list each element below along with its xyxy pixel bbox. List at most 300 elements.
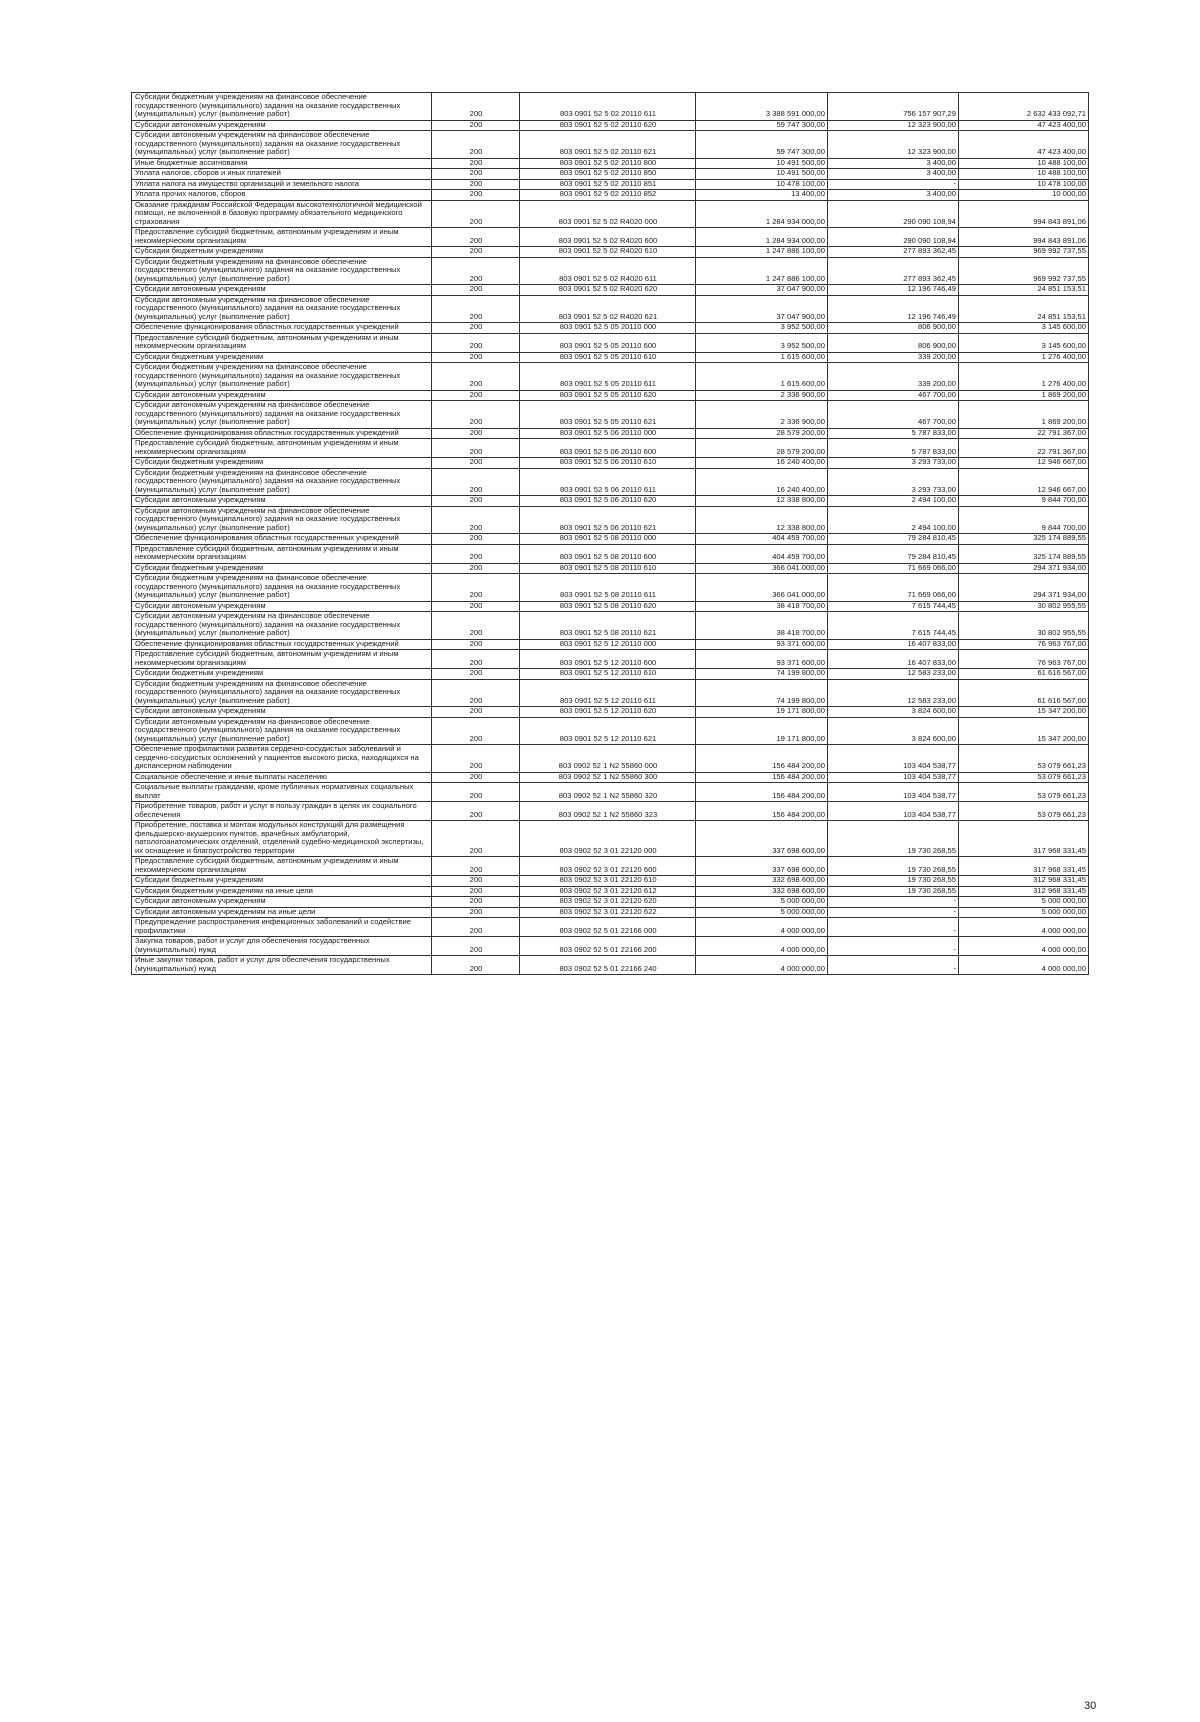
row-kbk-cell: 803 0902 52 1 N2 55860 320 (520, 783, 696, 802)
row-kbk-cell: 803 0901 52 5 06 20110 611 (520, 468, 696, 496)
row-plan-amount-cell: 4 000 000,00 (696, 956, 828, 975)
row-plan-amount-cell: 1 615 600,00 (696, 363, 828, 391)
table-row (132, 352, 1089, 363)
row-plan-amount-cell: 332 698 600,00 (696, 886, 828, 897)
row-name-cell: Предупреждение распространения инфекционных заболеваний и содействие профилактики (132, 918, 432, 937)
row-kbk-cell: 803 0901 52 5 05 20110 621 (520, 401, 696, 429)
table-row (132, 257, 1089, 285)
row-plan-amount-cell: 38 418 700,00 (696, 601, 828, 612)
row-plan-amount-cell: 10 491 500,00 (696, 169, 828, 180)
row-plan-amount-cell: 28 579 200,00 (696, 428, 828, 439)
row-plan-amount-cell: 156 484 200,00 (696, 772, 828, 783)
table-row (132, 907, 1089, 918)
table-row (132, 857, 1089, 876)
row-kbk-cell: 803 0901 52 5 05 20110 600 (520, 333, 696, 352)
row-executed-amount-cell: 339 200,00 (828, 363, 959, 391)
row-remaining-amount-cell: 969 992 737,55 (959, 247, 1089, 258)
row-name-cell: Иные бюджетные ассигнования (132, 158, 432, 169)
row-remaining-amount-cell: 53 079 661,23 (959, 783, 1089, 802)
row-executed-amount-cell: 5 787 833,00 (828, 428, 959, 439)
table-row (132, 679, 1089, 707)
table-row (132, 190, 1089, 201)
row-code-cell: 200 (432, 601, 520, 612)
table-row (132, 669, 1089, 680)
row-plan-amount-cell: 37 047 900,00 (696, 285, 828, 296)
row-executed-amount-cell: 3 400,00 (828, 169, 959, 180)
row-executed-amount-cell: 3 293 733,00 (828, 458, 959, 469)
row-name-cell: Субсидии автономным учреждениям на иные цели (132, 907, 432, 918)
row-plan-amount-cell: 16 240 400,00 (696, 468, 828, 496)
table-row (132, 918, 1089, 937)
table-row (132, 897, 1089, 908)
row-name-cell: Предоставление субсидий бюджетным, автономным учреждениям и иным некоммерческим организациям (132, 857, 432, 876)
row-plan-amount-cell: 19 171 800,00 (696, 717, 828, 745)
row-name-cell: Субсидии бюджетным учреждениям (132, 563, 432, 574)
row-executed-amount-cell: 277 893 362,45 (828, 247, 959, 258)
row-code-cell: 200 (432, 468, 520, 496)
row-plan-amount-cell: 156 484 200,00 (696, 802, 828, 821)
row-kbk-cell: 803 0901 52 5 06 20110 000 (520, 428, 696, 439)
row-executed-amount-cell: 103 404 538,77 (828, 783, 959, 802)
row-code-cell: 200 (432, 886, 520, 897)
row-code-cell: 200 (432, 323, 520, 334)
row-remaining-amount-cell: 47 423 400,00 (959, 131, 1089, 159)
row-code-cell: 200 (432, 496, 520, 507)
row-code-cell: 200 (432, 802, 520, 821)
row-plan-amount-cell: 337 698 600,00 (696, 857, 828, 876)
row-plan-amount-cell: 1 247 886 100,00 (696, 247, 828, 258)
row-name-cell: Субсидии бюджетным учреждениям (132, 876, 432, 887)
table-row (132, 439, 1089, 458)
table-row (132, 333, 1089, 352)
row-name-cell: Субсидии бюджетным учреждениям на иные цели (132, 886, 432, 897)
row-name-cell: Субсидии бюджетным учреждениям (132, 669, 432, 680)
row-plan-amount-cell: 1 615 600,00 (696, 352, 828, 363)
table-row (132, 169, 1089, 180)
row-code-cell: 200 (432, 228, 520, 247)
row-executed-amount-cell: 12 583 233,00 (828, 679, 959, 707)
row-kbk-cell: 803 0902 52 5 01 22166 000 (520, 918, 696, 937)
row-kbk-cell: 803 0901 52 5 02 R4020 610 (520, 247, 696, 258)
row-remaining-amount-cell: 12 946 667,00 (959, 468, 1089, 496)
row-plan-amount-cell: 59 747 300,00 (696, 131, 828, 159)
row-executed-amount-cell: 12 196 746,49 (828, 285, 959, 296)
row-code-cell: 200 (432, 639, 520, 650)
table-row (132, 574, 1089, 602)
row-name-cell: Субсидии автономным учреждениям (132, 496, 432, 507)
row-plan-amount-cell: 4 000 000,00 (696, 918, 828, 937)
table-row (132, 601, 1089, 612)
row-remaining-amount-cell: 12 946 667,00 (959, 458, 1089, 469)
row-plan-amount-cell: 37 047 900,00 (696, 295, 828, 323)
row-executed-amount-cell: 467 700,00 (828, 401, 959, 429)
row-code-cell: 200 (432, 428, 520, 439)
row-remaining-amount-cell: 30 802 955,55 (959, 612, 1089, 640)
row-kbk-cell: 803 0901 52 5 12 20110 000 (520, 639, 696, 650)
table-row (132, 390, 1089, 401)
row-kbk-cell: 803 0901 52 5 05 20110 611 (520, 363, 696, 391)
row-plan-amount-cell: 2 336 900,00 (696, 390, 828, 401)
row-remaining-amount-cell: 294 371 934,00 (959, 563, 1089, 574)
row-remaining-amount-cell: 30 802 955,55 (959, 601, 1089, 612)
row-remaining-amount-cell: 969 992 737,55 (959, 257, 1089, 285)
row-code-cell: 200 (432, 363, 520, 391)
row-plan-amount-cell: 28 579 200,00 (696, 439, 828, 458)
row-kbk-cell: 803 0901 52 5 06 20110 620 (520, 496, 696, 507)
row-executed-amount-cell: 467 700,00 (828, 390, 959, 401)
table-row (132, 496, 1089, 507)
row-executed-amount-cell: 19 730 268,55 (828, 876, 959, 887)
row-executed-amount-cell: 3 293 733,00 (828, 468, 959, 496)
table-row (132, 285, 1089, 296)
row-remaining-amount-cell: 61 616 567,00 (959, 669, 1089, 680)
row-kbk-cell: 803 0902 52 1 N2 55860 000 (520, 745, 696, 773)
row-remaining-amount-cell: 1 276 400,00 (959, 352, 1089, 363)
row-kbk-cell: 803 0901 52 5 06 20110 600 (520, 439, 696, 458)
row-name-cell: Субсидии автономным учреждениям (132, 120, 432, 131)
row-kbk-cell: 803 0901 52 5 06 20110 621 (520, 506, 696, 534)
row-plan-amount-cell: 337 698 600,00 (696, 821, 828, 857)
row-kbk-cell: 803 0901 52 5 02 20110 852 (520, 190, 696, 201)
row-name-cell: Иные закупки товаров, работ и услуг для обеспечения государственных (муниципальных) нужд (132, 956, 432, 975)
row-plan-amount-cell: 1 284 934 000,00 (696, 200, 828, 228)
row-executed-amount-cell: 79 284 810,45 (828, 534, 959, 545)
row-plan-amount-cell: 3 952 500,00 (696, 323, 828, 334)
row-remaining-amount-cell: 47 423 400,00 (959, 120, 1089, 131)
row-executed-amount-cell: 79 284 810,45 (828, 544, 959, 563)
row-kbk-cell: 803 0901 52 5 02 20110 800 (520, 158, 696, 169)
row-plan-amount-cell: 4 000 000,00 (696, 937, 828, 956)
row-remaining-amount-cell: 4 000 000,00 (959, 956, 1089, 975)
row-remaining-amount-cell: 5 000 000,00 (959, 897, 1089, 908)
row-code-cell: 200 (432, 821, 520, 857)
row-name-cell: Приобретение, поставка и монтаж модульных конструкций для размещения фельдшерско-акушерских пунктов, врачебных амбулаторий, патологоанатомических отделений, отделений судебно-медицинской экспертизы, их оснащение и благоустройство территории (132, 821, 432, 857)
row-executed-amount-cell: 71 669 066,00 (828, 574, 959, 602)
table-row (132, 363, 1089, 391)
budget-table-sheet (131, 92, 1088, 975)
row-kbk-cell: 803 0902 52 3 01 22120 600 (520, 857, 696, 876)
row-code-cell: 200 (432, 783, 520, 802)
row-remaining-amount-cell: 10 000,00 (959, 190, 1089, 201)
row-remaining-amount-cell: 9 844 700,00 (959, 496, 1089, 507)
row-remaining-amount-cell: 317 968 331,45 (959, 857, 1089, 876)
row-name-cell: Субсидии бюджетным учреждениям (132, 247, 432, 258)
row-name-cell: Предоставление субсидий бюджетным, автономным учреждениям и иным некоммерческим организациям (132, 544, 432, 563)
row-remaining-amount-cell: 1 869 200,00 (959, 390, 1089, 401)
row-plan-amount-cell: 74 199 800,00 (696, 669, 828, 680)
row-code-cell: 200 (432, 612, 520, 640)
row-name-cell: Субсидии автономным учреждениям (132, 897, 432, 908)
row-kbk-cell: 803 0901 52 5 12 20110 610 (520, 669, 696, 680)
row-plan-amount-cell: 59 747 300,00 (696, 120, 828, 131)
row-name-cell: Субсидии автономным учреждениям (132, 390, 432, 401)
table-row (132, 783, 1089, 802)
row-plan-amount-cell: 16 240 400,00 (696, 458, 828, 469)
row-plan-amount-cell: 10 478 100,00 (696, 179, 828, 190)
row-code-cell: 200 (432, 907, 520, 918)
table-row (132, 534, 1089, 545)
budget-table (131, 92, 1089, 975)
row-executed-amount-cell: 2 494 100,00 (828, 506, 959, 534)
row-kbk-cell: 803 0902 52 5 01 22166 200 (520, 937, 696, 956)
row-code-cell: 200 (432, 650, 520, 669)
row-name-cell: Субсидии автономным учреждениям (132, 707, 432, 718)
row-code-cell: 200 (432, 190, 520, 201)
row-code-cell: 200 (432, 158, 520, 169)
row-remaining-amount-cell: 1 276 400,00 (959, 363, 1089, 391)
row-executed-amount-cell: - (828, 179, 959, 190)
row-executed-amount-cell: - (828, 937, 959, 956)
row-remaining-amount-cell: 10 478 100,00 (959, 179, 1089, 190)
row-kbk-cell: 803 0902 52 3 01 22120 000 (520, 821, 696, 857)
table-row (132, 876, 1089, 887)
table-row (132, 745, 1089, 773)
row-executed-amount-cell: - (828, 897, 959, 908)
row-remaining-amount-cell: 15 347 200,00 (959, 717, 1089, 745)
row-code-cell: 200 (432, 897, 520, 908)
table-row (132, 612, 1089, 640)
row-code-cell: 200 (432, 679, 520, 707)
row-kbk-cell: 803 0901 52 5 02 20110 851 (520, 179, 696, 190)
row-kbk-cell: 803 0901 52 5 12 20110 621 (520, 717, 696, 745)
row-remaining-amount-cell: 61 616 567,00 (959, 679, 1089, 707)
row-remaining-amount-cell: 10 488 100,00 (959, 169, 1089, 180)
row-code-cell: 200 (432, 169, 520, 180)
table-row (132, 158, 1089, 169)
row-executed-amount-cell: 756 157 907,29 (828, 93, 959, 121)
row-remaining-amount-cell: 53 079 661,23 (959, 802, 1089, 821)
row-name-cell: Социальные выплаты гражданам, кроме публичных нормативных социальных выплат (132, 783, 432, 802)
row-name-cell: Социальное обеспечение и иные выплаты населению (132, 772, 432, 783)
row-name-cell: Субсидии бюджетным учреждениям на финансовое обеспечение государственного (муниципального) задания на оказание государственных (муниципальных) услуг (выполнение работ) (132, 363, 432, 391)
row-plan-amount-cell: 3 952 500,00 (696, 333, 828, 352)
row-remaining-amount-cell: 76 963 767,00 (959, 639, 1089, 650)
table-row (132, 131, 1089, 159)
row-remaining-amount-cell: 994 843 891,06 (959, 200, 1089, 228)
row-remaining-amount-cell: 3 145 600,00 (959, 323, 1089, 334)
row-code-cell: 200 (432, 544, 520, 563)
table-row (132, 458, 1089, 469)
row-code-cell: 200 (432, 93, 520, 121)
row-executed-amount-cell: 103 404 538,77 (828, 745, 959, 773)
row-plan-amount-cell: 93 371 600,00 (696, 650, 828, 669)
row-remaining-amount-cell: 22 791 367,00 (959, 439, 1089, 458)
row-executed-amount-cell: 3 400,00 (828, 190, 959, 201)
row-remaining-amount-cell: 994 843 891,06 (959, 228, 1089, 247)
row-name-cell: Субсидии бюджетным учреждениям (132, 352, 432, 363)
table-row (132, 120, 1089, 131)
row-plan-amount-cell: 12 338 800,00 (696, 506, 828, 534)
row-kbk-cell: 803 0901 52 5 06 20110 610 (520, 458, 696, 469)
row-remaining-amount-cell: 4 000 000,00 (959, 937, 1089, 956)
row-code-cell: 200 (432, 295, 520, 323)
row-code-cell: 200 (432, 937, 520, 956)
table-row (132, 200, 1089, 228)
row-executed-amount-cell: 103 404 538,77 (828, 802, 959, 821)
row-kbk-cell: 803 0902 52 3 01 22120 620 (520, 897, 696, 908)
table-row (132, 821, 1089, 857)
row-code-cell: 200 (432, 574, 520, 602)
table-row (132, 228, 1089, 247)
row-kbk-cell: 803 0902 52 1 N2 55860 323 (520, 802, 696, 821)
table-row (132, 802, 1089, 821)
table-row (132, 295, 1089, 323)
row-executed-amount-cell: 16 407 833,00 (828, 650, 959, 669)
row-name-cell: Субсидии бюджетным учреждениям на финансовое обеспечение государственного (муниципального) задания на оказание государственных (муниципальных) услуг (выполнение работ) (132, 679, 432, 707)
row-executed-amount-cell: 2 494 100,00 (828, 496, 959, 507)
row-executed-amount-cell: - (828, 907, 959, 918)
table-row (132, 247, 1089, 258)
row-remaining-amount-cell: 325 174 889,55 (959, 544, 1089, 563)
row-remaining-amount-cell: 2 632 433 092,71 (959, 93, 1089, 121)
row-kbk-cell: 803 0901 52 5 02 R4020 621 (520, 295, 696, 323)
row-remaining-amount-cell: 317 968 331,45 (959, 821, 1089, 857)
row-executed-amount-cell: 19 730 268,55 (828, 886, 959, 897)
row-kbk-cell: 803 0901 52 5 08 20110 610 (520, 563, 696, 574)
row-code-cell: 200 (432, 745, 520, 773)
row-code-cell: 200 (432, 956, 520, 975)
row-code-cell: 200 (432, 717, 520, 745)
row-code-cell: 200 (432, 352, 520, 363)
row-name-cell: Субсидии автономным учреждениям на финансовое обеспечение государственного (муниципального) задания на оказание государственных (муниципальных) услуг (выполнение работ) (132, 131, 432, 159)
row-name-cell: Предоставление субсидий бюджетным, автономным учреждениям и иным некоммерческим организациям (132, 439, 432, 458)
row-code-cell: 200 (432, 179, 520, 190)
row-code-cell: 200 (432, 247, 520, 258)
row-kbk-cell: 803 0901 52 5 02 R4020 000 (520, 200, 696, 228)
row-plan-amount-cell: 74 199 800,00 (696, 679, 828, 707)
table-row (132, 639, 1089, 650)
row-name-cell: Уплата налога на имущество организаций и земельного налога (132, 179, 432, 190)
row-remaining-amount-cell: 294 371 934,00 (959, 574, 1089, 602)
row-name-cell: Обеспечение функционирования областных государственных учреждений (132, 428, 432, 439)
row-code-cell: 200 (432, 131, 520, 159)
row-kbk-cell: 803 0901 52 5 08 20110 611 (520, 574, 696, 602)
row-executed-amount-cell: 12 196 746,49 (828, 295, 959, 323)
row-kbk-cell: 803 0901 52 5 02 20110 850 (520, 169, 696, 180)
row-plan-amount-cell: 1 247 886 100,00 (696, 257, 828, 285)
row-executed-amount-cell: 103 404 538,77 (828, 772, 959, 783)
row-remaining-amount-cell: 4 000 000,00 (959, 918, 1089, 937)
row-executed-amount-cell: 19 730 268,55 (828, 857, 959, 876)
row-kbk-cell: 803 0901 52 5 08 20110 620 (520, 601, 696, 612)
table-row (132, 544, 1089, 563)
row-executed-amount-cell: - (828, 918, 959, 937)
row-remaining-amount-cell: 5 000 000,00 (959, 907, 1089, 918)
table-row (132, 886, 1089, 897)
row-kbk-cell: 803 0901 52 5 02 R4020 611 (520, 257, 696, 285)
row-name-cell: Оказание гражданам Российской Федерации высокотехнологичной медицинской помощи, не включенной в базовую программу обязательного медицинского страхования (132, 200, 432, 228)
row-code-cell: 200 (432, 285, 520, 296)
row-name-cell: Обеспечение функционирования областных государственных учреждений (132, 323, 432, 334)
row-kbk-cell: 803 0901 52 5 08 20110 600 (520, 544, 696, 563)
table-row (132, 428, 1089, 439)
row-name-cell: Субсидии бюджетным учреждениям на финансовое обеспечение государственного (муниципального) задания на оказание государственных (муниципальных) услуг (выполнение работ) (132, 93, 432, 121)
table-row (132, 401, 1089, 429)
row-name-cell: Приобретение товаров, работ и услуг в пользу граждан в целях их социального обеспечения (132, 802, 432, 821)
row-plan-amount-cell: 2 336 900,00 (696, 401, 828, 429)
row-executed-amount-cell: 3 400,00 (828, 158, 959, 169)
table-row (132, 93, 1089, 121)
row-plan-amount-cell: 156 484 200,00 (696, 745, 828, 773)
row-remaining-amount-cell: 10 488 100,00 (959, 158, 1089, 169)
row-code-cell: 200 (432, 439, 520, 458)
row-remaining-amount-cell: 24 851 153,51 (959, 285, 1089, 296)
row-name-cell: Субсидии бюджетным учреждениям на финансовое обеспечение государственного (муниципального) задания на оказание государственных (муниципальных) услуг (выполнение работ) (132, 257, 432, 285)
row-executed-amount-cell: 290 090 108,94 (828, 200, 959, 228)
row-remaining-amount-cell: 76 963 767,00 (959, 650, 1089, 669)
row-name-cell: Обеспечение профилактики развития сердечно-сосудистых заболеваний и сердечно-сосудистых осложнений у пациентов высокого риска, находящихся на диспансерном наблюдении (132, 745, 432, 773)
row-plan-amount-cell: 19 171 800,00 (696, 707, 828, 718)
table-row (132, 937, 1089, 956)
row-executed-amount-cell: 12 323 900,00 (828, 120, 959, 131)
row-code-cell: 200 (432, 857, 520, 876)
row-executed-amount-cell: - (828, 956, 959, 975)
row-kbk-cell: 803 0901 52 5 05 20110 000 (520, 323, 696, 334)
row-name-cell: Субсидии бюджетным учреждениям (132, 458, 432, 469)
row-kbk-cell: 803 0902 52 3 01 22120 622 (520, 907, 696, 918)
row-plan-amount-cell: 13 400,00 (696, 190, 828, 201)
row-remaining-amount-cell: 9 844 700,00 (959, 506, 1089, 534)
row-code-cell: 200 (432, 401, 520, 429)
row-plan-amount-cell: 12 338 800,00 (696, 496, 828, 507)
row-name-cell: Предоставление субсидий бюджетным, автономным учреждениям и иным некоммерческим организациям (132, 650, 432, 669)
row-name-cell: Закупка товаров, работ и услуг для обеспечения государственных (муниципальных) нужд (132, 937, 432, 956)
table-row (132, 772, 1089, 783)
row-remaining-amount-cell: 22 791 367,00 (959, 428, 1089, 439)
row-name-cell: Уплата налогов, сборов и иных платежей (132, 169, 432, 180)
row-code-cell: 200 (432, 458, 520, 469)
row-name-cell: Субсидии автономным учреждениям (132, 285, 432, 296)
row-remaining-amount-cell: 312 968 331,45 (959, 886, 1089, 897)
row-executed-amount-cell: 71 669 066,00 (828, 563, 959, 574)
row-kbk-cell: 803 0901 52 5 02 20110 620 (520, 120, 696, 131)
row-remaining-amount-cell: 3 145 600,00 (959, 333, 1089, 352)
row-name-cell: Обеспечение функционирования областных государственных учреждений (132, 639, 432, 650)
row-remaining-amount-cell: 325 174 889,55 (959, 534, 1089, 545)
page-number: 30 (1084, 1700, 1097, 1712)
row-code-cell: 200 (432, 200, 520, 228)
row-kbk-cell: 803 0902 52 3 01 22120 610 (520, 876, 696, 887)
row-code-cell: 200 (432, 772, 520, 783)
row-name-cell: Уплата прочих налогов, сборов (132, 190, 432, 201)
row-executed-amount-cell: 339 200,00 (828, 352, 959, 363)
row-code-cell: 200 (432, 534, 520, 545)
row-remaining-amount-cell: 53 079 661,23 (959, 745, 1089, 773)
row-code-cell: 200 (432, 876, 520, 887)
row-plan-amount-cell: 1 284 934 000,00 (696, 228, 828, 247)
table-row (132, 179, 1089, 190)
row-kbk-cell: 803 0901 52 5 02 R4020 620 (520, 285, 696, 296)
row-plan-amount-cell: 5 000 000,00 (696, 897, 828, 908)
row-kbk-cell: 803 0901 52 5 08 20110 000 (520, 534, 696, 545)
row-name-cell: Субсидии бюджетным учреждениям на финансовое обеспечение государственного (муниципального) задания на оказание государственных (муниципальных) услуг (выполнение работ) (132, 468, 432, 496)
table-body (132, 93, 1089, 975)
row-name-cell: Субсидии автономным учреждениям (132, 601, 432, 612)
row-code-cell: 200 (432, 506, 520, 534)
row-plan-amount-cell: 156 484 200,00 (696, 783, 828, 802)
row-code-cell: 200 (432, 257, 520, 285)
table-row (132, 650, 1089, 669)
row-code-cell: 200 (432, 563, 520, 574)
row-name-cell: Предоставление субсидий бюджетным, автономным учреждениям и иным некоммерческим организациям (132, 228, 432, 247)
row-plan-amount-cell: 366 041 000,00 (696, 563, 828, 574)
row-executed-amount-cell: 806 900,00 (828, 333, 959, 352)
row-plan-amount-cell: 404 459 700,00 (696, 544, 828, 563)
row-executed-amount-cell: 7 615 744,45 (828, 601, 959, 612)
row-plan-amount-cell: 3 388 591 000,00 (696, 93, 828, 121)
row-plan-amount-cell: 38 418 700,00 (696, 612, 828, 640)
row-kbk-cell: 803 0901 52 5 12 20110 600 (520, 650, 696, 669)
